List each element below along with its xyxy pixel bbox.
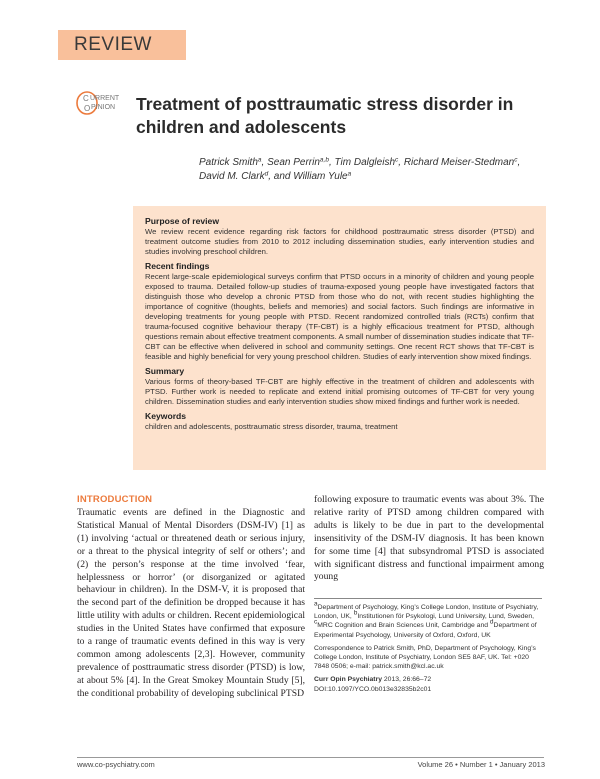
affiliations-block xyxy=(314,600,542,694)
author-affiliation-mark: c xyxy=(514,156,518,164)
affiliation-list: $^a$Department of Psychology, King’s College London, Institute of Psychiatry, London, UK, $^b$Institutionen för Psykologi, Lund University, Lund, Sweden, $^c$MRC Cognition and Brain Sciences Unit, Cambridge and $^d$Department of Experimental Psychology, University of Oxford, Oxford, UK xyxy=(314,600,539,639)
body-column-right xyxy=(314,494,544,584)
svg-text:O: O xyxy=(84,104,91,113)
doi: DOI:10.1097/YCO.0b013e32835b2c01 xyxy=(314,685,432,693)
summary-heading: Summary xyxy=(145,366,185,376)
findings-text: Recent large-scale epidemiological surveys confirm that PTSD occurs in a minority of children and young people exposed to trauma. Detailed follow-up studies of trauma-exposed young people have investigated factors that distinguish those who develop a chronic PTSD from those who do not, with recent studies highlighting the importance of cognitive (thoughts, beliefs and memories) and social factors. Such findings are informative in developing treatments for young people with PTSD. Recent randomized controlled trials (RCTs) confirm that trauma-focused cognitive behaviour therapy (TF-CBT) is a highly efficacious treatment for PTSD, although questions remain about effective treatment components. A small number of dissemination studies indicate that TF-CBT can be effective when delivered in school and community settings. One recent RCT shows that TF-CBT is feasible and highly beneficial for very young preschool children. Studies of early intervention show mixed findings. xyxy=(145,272,534,361)
author-affiliation-mark: a,b xyxy=(319,156,329,164)
footer-divider xyxy=(77,757,544,758)
summary-text: Various forms of theory-based TF-CBT are highly effective in the treatment of children and adolescents with PTSD. Further work is needed to replicate and extend initial promising outcomes of TF-CBT for very young children. Dissemination studies and early intervention studies show mixed findings and further work is needed. xyxy=(145,377,534,406)
author-name: David M. Clark xyxy=(199,170,265,182)
intro-paragraph: Traumatic events are defined in the Diagnostic and Statistical Manual of Mental Disorders (DSM-IV) [1] as (1) involving ‘actual or threatened death or serious injury, or a threat to the physical integrity of self or others’; and (2) the person’s response at the time involved ‘fear, helplessness or horror’ (or disorganized or agitated behaviour in children). In the DSM-V, it is proposed that the second part of the definition be dropped because it has little utility with adults or children. Recent epidemiological studies in the United States have confirmed that exposure to a range of traumatic events defined in this way is very common among adolescents [2,3]. However, community prevalence of posttraumatic stress disorder (PTSD) is low, at about 5% [4]. In the Great Smokey Mountain Study [5], the conditional probability of developing subclinical PTSD xyxy=(77,507,305,699)
author-affiliation-mark: c xyxy=(395,156,399,164)
body-column-left xyxy=(77,507,305,701)
author-name: Tim Dalgleish xyxy=(334,157,395,168)
purpose-heading: Purpose of review xyxy=(145,216,220,226)
author-affiliation-mark: a xyxy=(257,156,262,164)
journal-name: Curr Opin Psychiatry xyxy=(314,676,382,684)
author-list: Patrick Smith$^a$, Sean Perrin$^{a,b}$, Tim Dalgleish$^c$, Richard Meiser-Stedman$^c$, David M. Clark$^d$, and William Yule$^a$ xyxy=(199,156,521,182)
author-name: Sean Perrin xyxy=(267,157,320,168)
review-tab xyxy=(58,30,186,60)
findings-heading: Recent findings xyxy=(145,261,210,271)
current-opinion-logo xyxy=(76,90,124,116)
review-label: REVIEW xyxy=(74,34,152,55)
purpose-text: We review recent evidence regarding risk factors for childhood posttraumatic stress disorder (PTSD) and treatment outcome studies from 2010 to 2012 including dissemination studies, early intervention studies and studies involving preschool children. xyxy=(145,227,534,256)
journal-citation: 2013, 26:66–72 xyxy=(382,676,432,684)
introduction-heading: INTRODUCTION xyxy=(77,494,153,505)
abstract-box xyxy=(133,206,546,470)
svg-text:C: C xyxy=(83,94,89,103)
svg-text:PINION: PINION xyxy=(91,104,116,111)
citation-info xyxy=(314,675,542,693)
issue-info: Volume 26 • Number 1 • January 2013 xyxy=(417,760,545,769)
intro-paragraph-continued: following exposure to traumatic events was about 3%. The relative rarity of PTSD among children compared with adults is likely to be due in part to the developmental insensitivity of the DSM-IV diagnosis. It has been known for some time [4] that subsyndromal PTSD is associated with significant distress and functional impairment among young xyxy=(314,494,544,583)
author-affiliation-mark: d xyxy=(264,170,269,177)
author-name: Richard Meiser-Stedman xyxy=(403,157,515,168)
affiliation-divider xyxy=(314,598,542,599)
author-affiliation-mark: a xyxy=(347,170,352,177)
svg-text:URRENT: URRENT xyxy=(90,95,120,102)
keywords-heading: Keywords xyxy=(145,411,187,421)
keywords-text: children and adolescents, posttraumatic stress disorder, trauma, treatment xyxy=(145,422,398,431)
author-conjunction: and xyxy=(273,170,291,182)
correspondence: Correspondence to Patrick Smith, PhD, Department of Psychology, King’s College London, Institute of Psychiatry, London SE5 8AF, UK. Tel: +020 7848 0506; e-mail: patrick.smith@kcl.ac.uk xyxy=(314,644,536,671)
current-opinion-logo-icon xyxy=(76,90,124,116)
article-title: Treatment of posttraumatic stress disorder in children and adolescents xyxy=(136,94,514,137)
author-name: Patrick Smith xyxy=(199,157,258,168)
journal-website: www.co-psychiatry.com xyxy=(77,760,155,769)
author-name: William Yule xyxy=(293,170,348,182)
